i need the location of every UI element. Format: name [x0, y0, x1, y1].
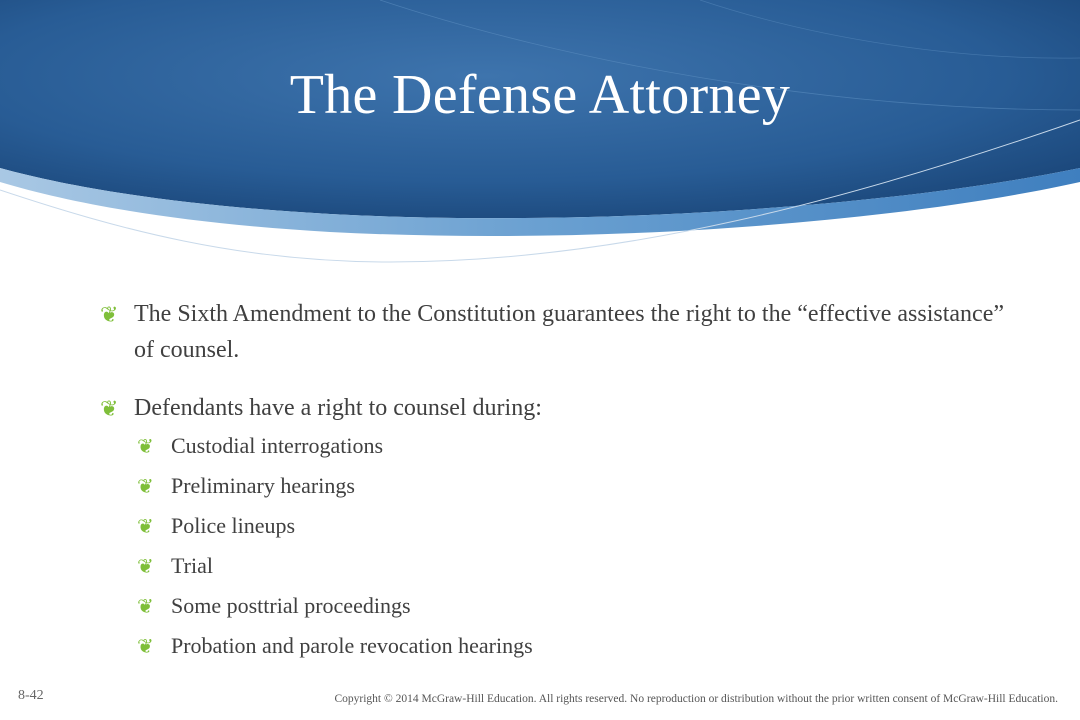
sub-bullet-item: [137, 466, 1020, 506]
sub-bullet-item: [137, 586, 1020, 626]
slide-number: 8-42: [18, 688, 44, 703]
bullet-item: [100, 296, 1020, 368]
leaf-bullet-icon: ❦: [100, 302, 119, 327]
sub-bullet-text: Probation and parole revocation hearings: [171, 633, 533, 658]
slide-title: The Defense Attorney: [289, 64, 791, 126]
leaf-bullet-icon: ❦: [137, 436, 154, 458]
bullet-item: [100, 390, 1020, 426]
sub-bullet-text: Some posttrial proceedings: [171, 593, 411, 618]
sub-bullet-text: Police lineups: [171, 513, 296, 538]
header-swoosh: [0, 0, 1080, 280]
bullet-text: The Sixth Amendment to the Constitution guarantees the right to the “effective assistance” of counsel.: [134, 301, 1004, 363]
sub-bullet-text: Custodial interrogations: [171, 433, 384, 458]
leaf-bullet-icon: ❦: [137, 476, 154, 498]
leaf-bullet-icon: ❦: [137, 516, 154, 538]
leaf-bullet-icon: ❦: [137, 596, 154, 618]
copyright-notice: Copyright © 2014 McGraw-Hill Education. All rights reserved. No reproduction or distribution without the prior written consent of McGraw-Hill Education.: [334, 693, 1058, 705]
sub-bullet-text: Trial: [171, 553, 213, 578]
sub-bullet-item: [137, 546, 1020, 586]
leaf-bullet-icon: ❦: [137, 636, 154, 658]
sub-bullet-text: Preliminary hearings: [171, 473, 355, 498]
leaf-bullet-icon: ❦: [137, 556, 154, 578]
sub-bullet-item: [137, 426, 1020, 466]
bullet-list: [100, 296, 1020, 666]
sub-bullet-item: [137, 506, 1020, 546]
leaf-bullet-icon: ❦: [100, 396, 119, 421]
bullet-text: Defendants have a right to counsel during:: [134, 395, 542, 421]
sub-bullet-item: [137, 626, 1020, 666]
